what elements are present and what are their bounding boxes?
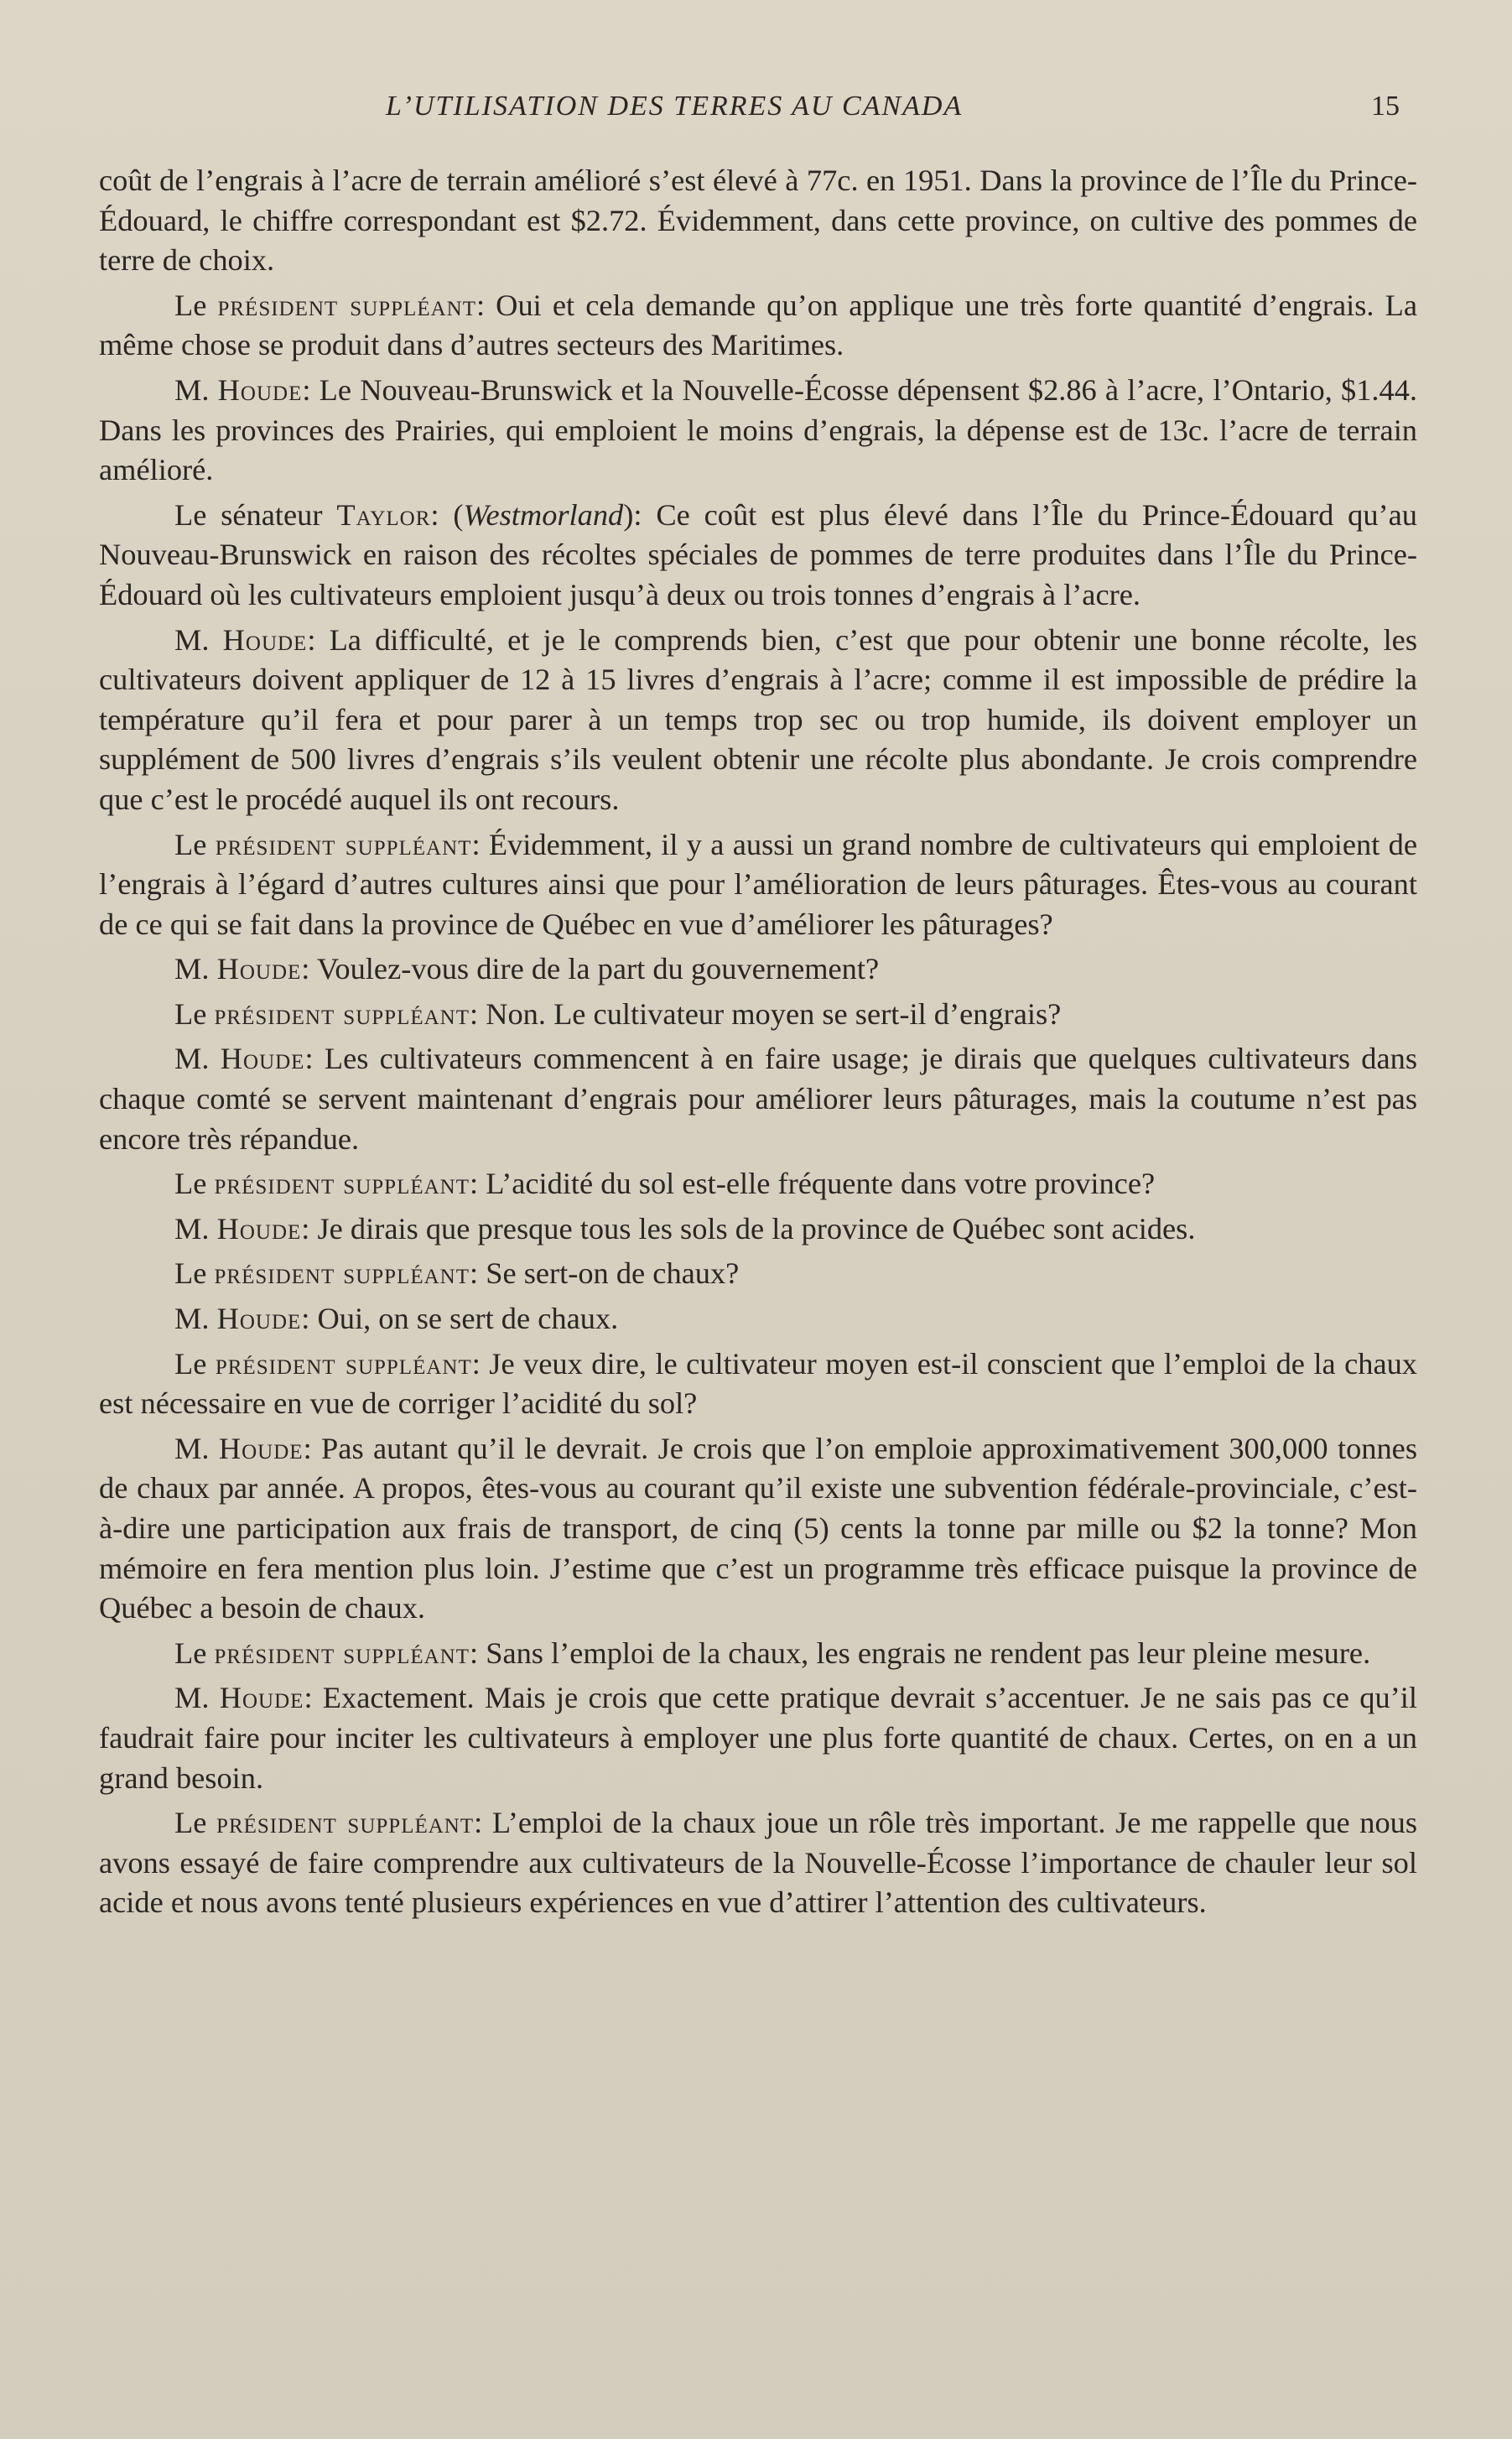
speaker-name: Houde	[219, 1681, 304, 1715]
paragraph	[99, 496, 1417, 616]
speaker-prefix: Le	[174, 288, 218, 322]
body-text	[99, 161, 1417, 1928]
speaker-prefix: Le sénateur	[174, 497, 337, 532]
paragraph	[99, 371, 1417, 491]
speaker-name: président suppléant	[216, 1806, 475, 1840]
speaker-prefix: Le	[174, 1167, 215, 1201]
speaker-prefix: M.	[174, 1681, 220, 1715]
speaker-prefix: Le	[174, 1256, 215, 1291]
paragraph-text: : Évidemment, il y a aussi un grand nombre de cultivateurs qui emploient de l’engrais à l’égard d’autres cultures ainsi que pour l’amélioration de leurs pâturages. Êtes-vous au courant de ce qui se fait dans la province de Québec en vue d’améliorer les pâturages?	[99, 827, 1417, 941]
paragraph	[99, 621, 1417, 820]
speaker-name: Houde	[222, 622, 308, 657]
riding-name: Westmorland	[463, 497, 624, 532]
paragraph-text: : Se sert-on de chaux?	[470, 1256, 740, 1291]
paragraph-text: : L’acidité du sol est-elle fréquente dans votre province?	[470, 1167, 1156, 1201]
speaker-prefix: M.	[174, 952, 217, 986]
paragraph	[99, 1344, 1417, 1424]
page-number: 15	[1371, 91, 1400, 122]
speaker-name: Taylor	[336, 497, 431, 532]
paragraph-text: : Exactement. Mais je crois que cette pratique devrait s’accentuer. Je ne sais pas ce qu’il faudrait faire pour inciter les cultivateurs à employer une plus forte quantité de chaux. Certes, on en a un grand besoin.	[99, 1681, 1417, 1795]
paragraph	[99, 1429, 1417, 1629]
paragraph-text: : Les cultivateurs commencent à en faire usage; je dirais que quelques cultivateurs dans chaque comté se servent maintenant d’engrais pour améliorer leurs pâturages, mais la coutume n’est pas encore très répandue.	[99, 1042, 1417, 1156]
paragraph-text: : Sans l’emploi de la chaux, les engrais ne rendent pas leur pleine mesure.	[470, 1636, 1371, 1670]
speaker-name: président suppléant	[214, 1256, 470, 1291]
speaker-prefix: M.	[174, 1431, 219, 1465]
paragraph	[99, 1254, 1417, 1294]
speaker-name: Houde	[216, 1211, 302, 1246]
paragraph	[99, 161, 1417, 281]
paragraph	[99, 1039, 1417, 1159]
running-title: L’UTILISATION DES TERRES AU CANADA	[386, 91, 964, 122]
speaker-prefix: M.	[174, 622, 223, 657]
paragraph-text: : Voulez-vous dire de la part du gouvernement?	[301, 952, 880, 986]
paragraph-text: : L’emploi de la chaux joue un rôle très important. Je me rappelle que nous avons essayé de faire comprendre aux cultivateurs de la Nouvelle-Écosse l’importance de chauler leur sol acide et nous avons tenté plusieurs expériences en vue d’attirer l’attention des cultivateurs.	[99, 1806, 1417, 1920]
speaker-name: président suppléant	[215, 1346, 472, 1381]
paragraph-text: : La difficulté, et je le comprends bien, c’est que pour obtenir une bonne récolte, les cultivateurs doivent appliquer de 12 à 15 livres d’engrais à l’acre; comme il est impossible de prédire la température qu’il fera et pour parer à un temps trop sec ou trop humide, ils doivent employer un supplément de 500 livres d’engrais s’ils veulent obtenir une récolte plus abondante. Je crois comprendre que c’est le procédé auquel ils ont recours.	[99, 622, 1418, 816]
paragraph	[99, 995, 1417, 1035]
paragraph	[99, 1678, 1417, 1798]
speaker-prefix: Le	[174, 1346, 216, 1381]
speaker-name: président suppléant	[215, 827, 472, 861]
paragraph	[99, 825, 1417, 945]
paragraph	[99, 1164, 1417, 1204]
speaker-prefix: M.	[174, 1042, 221, 1076]
paragraph	[99, 1803, 1417, 1923]
paragraph-text: : Je dirais que presque tous les sols de la province de Québec sont acides.	[301, 1211, 1196, 1246]
paragraph-text: : Non. Le cultivateur moyen se sert-il d’engrais?	[470, 996, 1062, 1031]
speaker-prefix: Le	[174, 1806, 217, 1840]
paragraph-text: : Pas autant qu’il le devrait. Je crois que l’on emploie approximativement 300,000 tonnes de chaux par année. A propos, êtes-vous au courant qu’il existe une subvention fédérale-provinciale, c’est-à-dire une participation aux frais de transport, de cinq (5) cents la tonne par mille ou $2 la tonne? Mon mémoire en fera mention plus loin. J’estime que c’est un programme très efficace puisque la province de Québec a besoin de chaux.	[99, 1431, 1417, 1625]
speaker-name: président suppléant	[214, 1636, 470, 1670]
speaker-name: président suppléant	[217, 288, 476, 322]
paragraph-text: : Je veux dire, le cultivateur moyen est-il conscient que l’emploi de la chaux est nécessaire en vue de corriger l’acidité du sol?	[99, 1346, 1418, 1421]
paragraph-text: ): Ce coût est plus élevé dans l’Île du Prince-Édouard qu’au Nouveau-Brunswick en raison des récoltes spéciales de pommes de terre produites dans l’Île du Prince-Édouard où les cultivateurs emploient jusqu’à deux ou trois tonnes d’engrais à l’acre.	[99, 497, 1417, 611]
paragraph	[99, 949, 1417, 990]
speaker-name: Houde	[217, 372, 303, 407]
speaker-name: président suppléant	[214, 1167, 470, 1201]
speaker-name: Houde	[220, 1042, 305, 1076]
paragraph	[99, 1299, 1417, 1339]
speaker-prefix: M.	[174, 1302, 217, 1336]
paragraph-text: : Oui et cela demande qu’on applique une très forte quantité d’engrais. La même chose se produit dans d’autres secteurs des Maritimes.	[99, 288, 1417, 362]
speaker-prefix: Le	[174, 996, 215, 1031]
speaker-name: Houde	[216, 952, 302, 986]
paragraph-text: coût de l’engrais à l’acre de terrain amélioré s’est élevé à 77c. en 1951. Dans la province de l’Île du Prince-Édouard, le chiffre correspondant est $2.72. Évidemment, dans cette province, on cultive des pommes de terre de choix.	[99, 164, 1417, 278]
paragraph-text: : (	[430, 497, 464, 532]
speaker-prefix: Le	[174, 827, 216, 861]
paragraph	[99, 286, 1417, 366]
paragraph-text: : Le Nouveau-Brunswick et la Nouvelle-Écosse dépensent $2.86 à l’acre, l’Ontario, $1.44. Dans les provinces des Prairies, qui emploient le moins d’engrais, la dépense est de 13c. l’acre de terrain amélioré.	[99, 372, 1417, 487]
speaker-name: Houde	[216, 1302, 302, 1336]
speaker-name: président suppléant	[214, 996, 470, 1031]
speaker-prefix: M.	[174, 372, 218, 407]
paragraph	[99, 1634, 1417, 1674]
paragraph-text: : Oui, on se sert de chaux.	[301, 1302, 619, 1336]
speaker-name: Houde	[218, 1431, 304, 1465]
speaker-prefix: M.	[174, 1211, 217, 1246]
paragraph	[99, 1209, 1417, 1250]
speaker-prefix: Le	[174, 1636, 215, 1670]
